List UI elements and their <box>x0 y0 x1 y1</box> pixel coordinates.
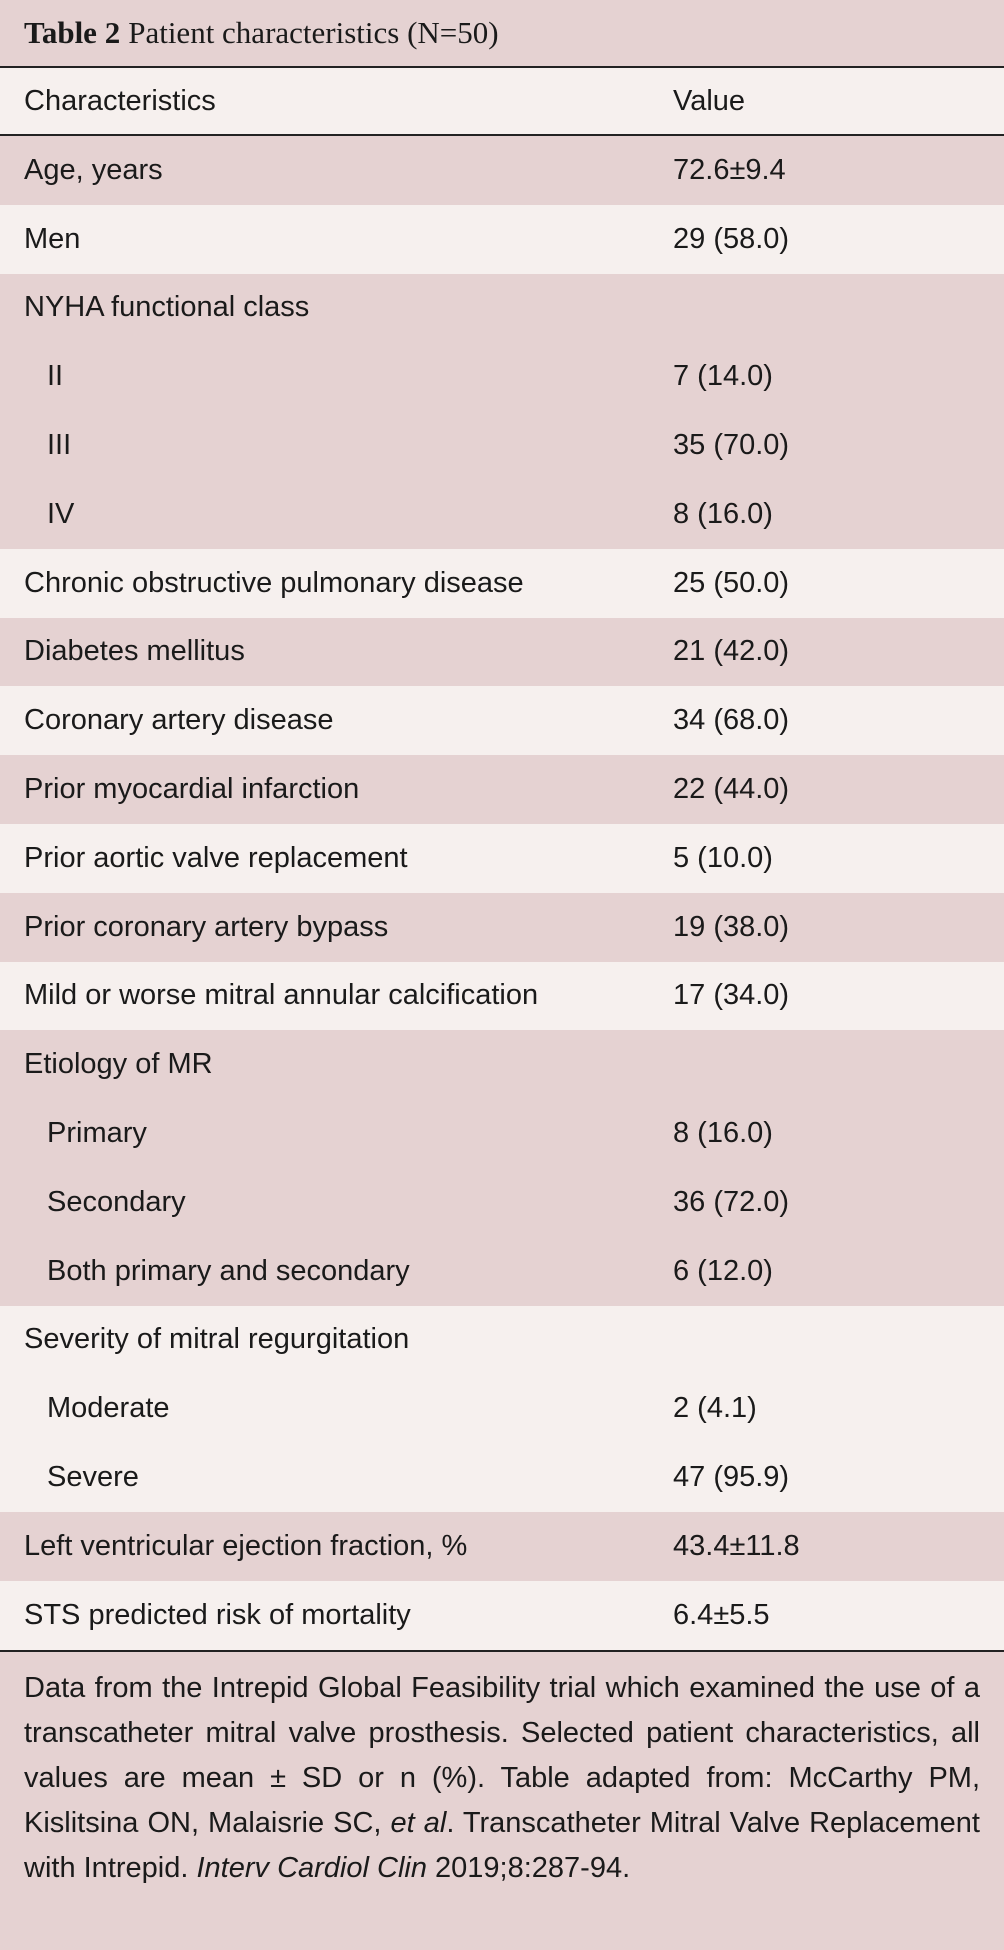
row-value: 17 (34.0) <box>673 979 790 1012</box>
table-row <box>0 893 1004 962</box>
table-row <box>0 686 1004 755</box>
row-label: Diabetes mellitus <box>24 635 245 668</box>
table-number: Table 2 <box>24 15 121 50</box>
footnote-text-3: 2019;8:287-94. <box>426 1851 631 1884</box>
table-row <box>0 1443 1004 1512</box>
row-label: Chronic obstructive pulmonary disease <box>24 566 524 599</box>
row-label: Mild or worse mitral annular calcification <box>24 979 539 1012</box>
row-label: Men <box>24 222 81 255</box>
footnote-text-2: . Transcatheter Mitral Valve Replacement with Intrepid. <box>24 1806 980 1884</box>
row-label: STS predicted risk of mortality <box>24 1598 411 1631</box>
row-value: 43.4±11.8 <box>673 1529 800 1562</box>
row-value: 29 (58.0) <box>673 222 790 255</box>
table-row <box>0 1030 1004 1099</box>
row-value: 7 (14.0) <box>673 360 773 393</box>
row-value: 34 (68.0) <box>673 704 790 737</box>
row-value: 72.6±9.4 <box>673 153 786 186</box>
column-header-characteristics: Characteristics <box>24 84 216 117</box>
row-label: Secondary <box>47 1185 186 1218</box>
row-label: Age, years <box>24 153 163 186</box>
row-label: Severity of mitral regurgitation <box>24 1323 410 1356</box>
table-row <box>0 342 1004 411</box>
footnote-journal: Interv Cardiol Clin <box>196 1851 427 1884</box>
row-value: 8 (16.0) <box>673 497 773 530</box>
row-label: Primary <box>47 1117 147 1150</box>
row-value: 22 (44.0) <box>673 773 790 806</box>
table-row <box>0 1306 1004 1375</box>
row-label: Etiology of MR <box>24 1048 213 1081</box>
table-title <box>0 0 1004 68</box>
row-label: Left ventricular ejection fraction, % <box>24 1529 468 1562</box>
table-header-row <box>0 68 1004 136</box>
table-row <box>0 411 1004 480</box>
row-value: 8 (16.0) <box>673 1117 773 1150</box>
table-row <box>0 1168 1004 1237</box>
table-row <box>0 1512 1004 1581</box>
row-value: 25 (50.0) <box>673 566 790 599</box>
table-row <box>0 205 1004 274</box>
footnote-etal: et al <box>390 1806 447 1839</box>
table-footnote <box>0 1650 1004 1950</box>
row-label: Prior myocardial infarction <box>24 773 360 806</box>
row-label: Prior coronary artery bypass <box>24 910 389 943</box>
table-row <box>0 618 1004 687</box>
table-row <box>0 824 1004 893</box>
table-row <box>0 1374 1004 1443</box>
row-value: 35 (70.0) <box>673 429 790 462</box>
table-row <box>0 1099 1004 1168</box>
row-value: 2 (4.1) <box>673 1392 757 1425</box>
row-value: 6.4±5.5 <box>673 1598 770 1631</box>
table-row <box>0 549 1004 618</box>
row-label: Both primary and secondary <box>47 1254 410 1287</box>
table-row <box>0 136 1004 205</box>
table-row <box>0 1581 1004 1650</box>
column-header-value: Value <box>673 84 746 117</box>
table-row <box>0 274 1004 343</box>
row-label: NYHA functional class <box>24 291 310 324</box>
table-row <box>0 480 1004 549</box>
row-label: II <box>47 360 64 393</box>
row-value: 5 (10.0) <box>673 841 773 874</box>
row-value: 21 (42.0) <box>673 635 790 668</box>
row-value: 36 (72.0) <box>673 1185 790 1218</box>
table-row <box>0 962 1004 1031</box>
row-value: 6 (12.0) <box>673 1254 773 1287</box>
row-label: Moderate <box>47 1392 170 1425</box>
row-label: Severe <box>47 1461 139 1494</box>
row-value: 47 (95.9) <box>673 1461 790 1494</box>
row-label: III <box>47 429 72 462</box>
row-label: IV <box>47 497 75 530</box>
row-label: Coronary artery disease <box>24 704 334 737</box>
footnote-text-1: Data from the Intrepid Global Feasibility trial which examined the use of a transcatheter mitral valve prosthesis. Selected patient characteristics, all values are mean ± SD or n (%). Table adapted from: McCarthy PM, Kislitsina ON, Malaisrie SC, <box>24 1671 980 1839</box>
table-row <box>0 1237 1004 1306</box>
table-title-text: Patient characteristics (N=50) <box>128 15 499 50</box>
row-value: 19 (38.0) <box>673 910 790 943</box>
table-body <box>0 136 1004 1650</box>
table-row <box>0 755 1004 824</box>
row-label: Prior aortic valve replacement <box>24 841 408 874</box>
